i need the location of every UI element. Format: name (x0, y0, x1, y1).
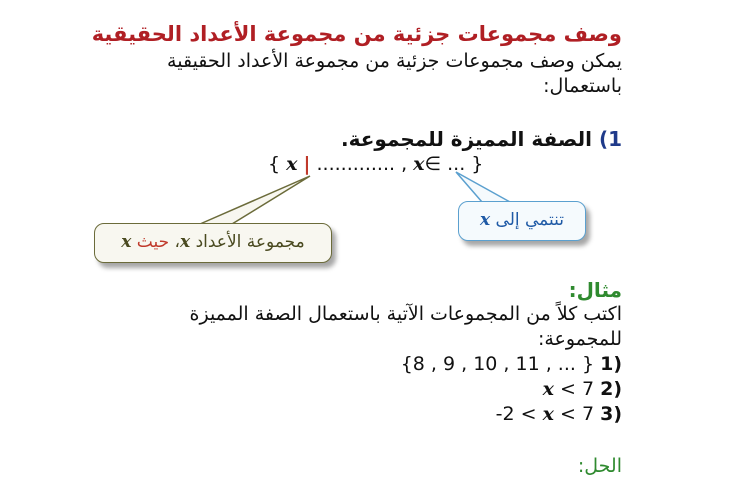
exercise-item-1 (401, 353, 622, 375)
callout-right-text: تنتمي إلى (495, 210, 564, 230)
exercise-3-number: 3) (600, 403, 622, 425)
callout-left-var2: x (121, 232, 132, 252)
member-variable: x (413, 153, 425, 175)
page-title: وصف مجموعات جزئية من مجموعة الأعداد الحقيقية (91, 22, 622, 46)
domain-ellipsis: ... (447, 153, 466, 175)
callout-left-var: x (180, 232, 191, 252)
example-line-2: للمجموعة: (537, 328, 622, 350)
callout-left-where: حيث (136, 232, 170, 252)
brace-open: { (268, 153, 281, 175)
exercise-1-expression: {8 , 9 , 10 , 11 , ... } (400, 353, 595, 375)
callout-domain-note (458, 201, 586, 241)
example-heading: مثال: (568, 278, 622, 302)
section-1-heading (341, 127, 622, 151)
such-that-bar: | (303, 153, 311, 175)
exercise-3-upper: < 7 (553, 403, 595, 425)
exercise-3-variable: x (542, 403, 554, 425)
intro-line-2: باستعمال: (543, 75, 622, 97)
exercise-2-number: 2) (600, 378, 622, 400)
set-builder-notation (268, 153, 483, 175)
callout-left-tail (200, 176, 310, 224)
callout-left-text: مجموعة الأعداد (195, 232, 305, 252)
example-line-1: اكتب كلاً من المجموعات الآتية باستعمال الصفة المميزة (189, 303, 622, 325)
exercise-item-2 (543, 378, 622, 400)
solution-label: الحل: (577, 455, 622, 477)
section-1-label: الصفة المميزة للمجموعة. (341, 127, 592, 151)
callout-left-comma: ، (174, 232, 181, 252)
set-variable: x (286, 153, 298, 175)
callout-right-var: x (479, 210, 491, 230)
element-of-symbol: ∈ (424, 153, 442, 175)
exercise-item-3 (496, 403, 622, 425)
exercise-2-variable: x (542, 378, 554, 400)
exercise-3-lower: -2 < (495, 403, 543, 425)
exercise-1-number: 1) (600, 353, 622, 375)
intro-line-1: يمكن وصف مجموعات جزئية من مجموعة الأعداد الحقيقية (167, 50, 622, 72)
comma: , (401, 153, 408, 175)
section-1-number: 1) (598, 127, 622, 151)
condition-dots: ............. (316, 153, 396, 175)
exercise-2-inequality: < 7 (553, 378, 595, 400)
callout-condition-note (94, 223, 332, 263)
brace-close: } (471, 153, 484, 175)
callout-right-tail (456, 172, 510, 202)
